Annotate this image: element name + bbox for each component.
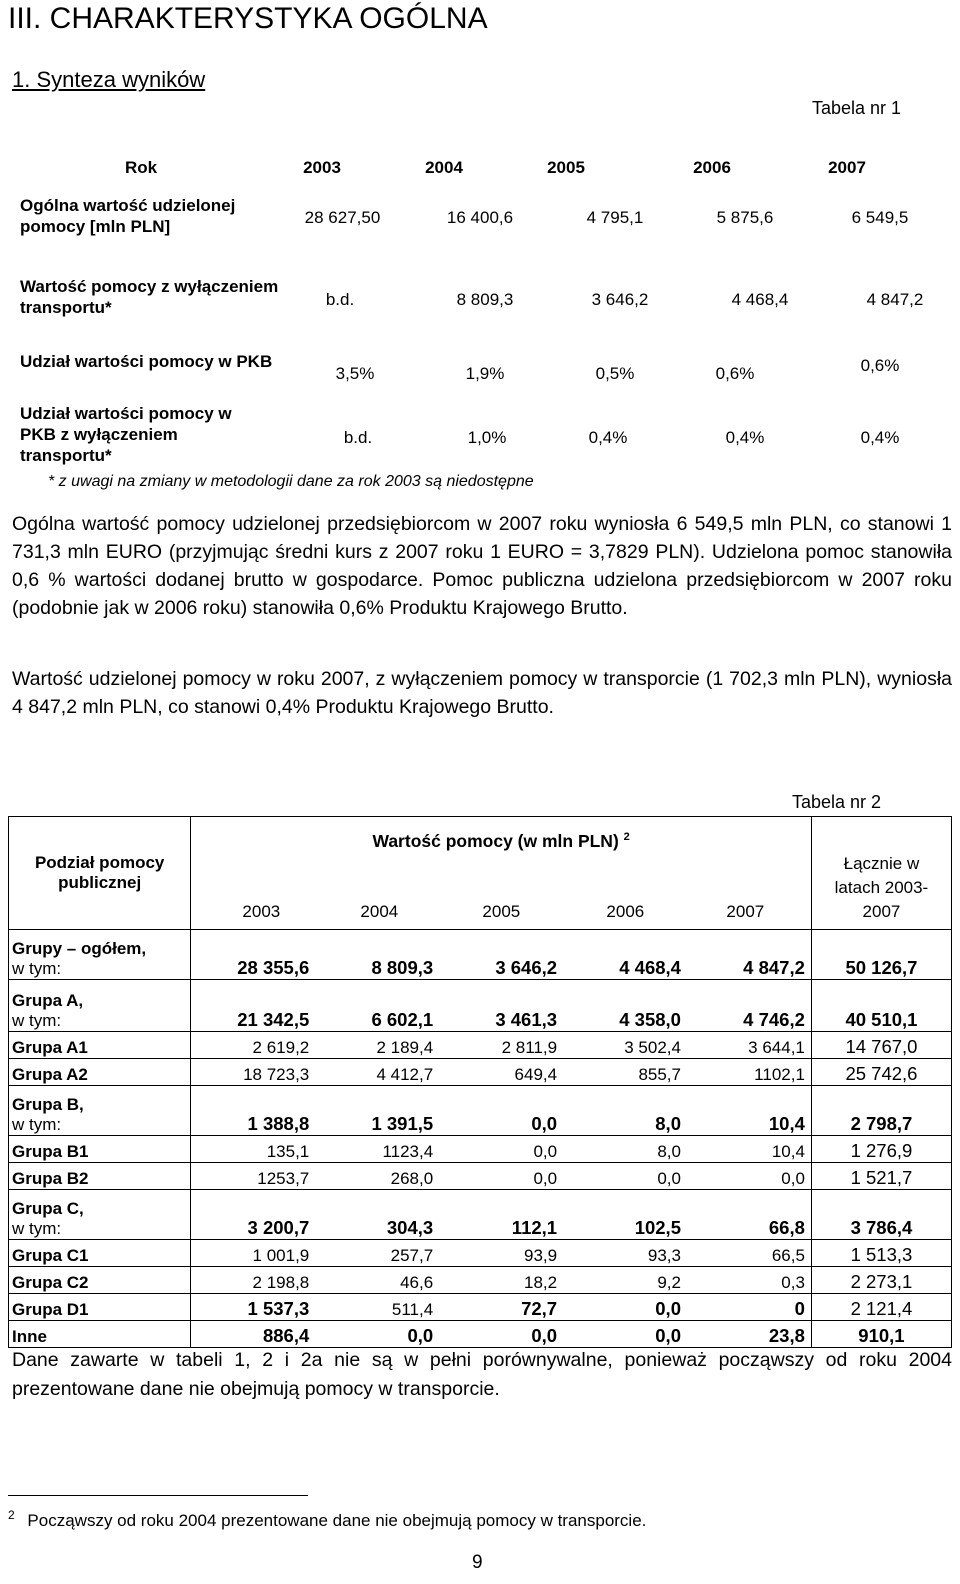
table1-cell: b.d.	[325, 290, 355, 309]
table2-cell: 1102,1	[687, 1059, 811, 1086]
table2-cell: 4 358,0	[563, 980, 687, 1032]
table1-header-year: 2003	[303, 158, 341, 177]
table2-cell: 0,0	[563, 1163, 687, 1190]
table2-row-label	[9, 1321, 191, 1348]
table2-cell: 1123,4	[315, 1136, 439, 1163]
table2-cell: 8,0	[563, 1136, 687, 1163]
table2-cell: 3 461,3	[439, 980, 563, 1032]
table1-cell: 6 549,5	[851, 208, 909, 227]
table2-cell: 1 001,9	[191, 1240, 315, 1267]
table2-total-cell: 1 276,9	[811, 1136, 951, 1163]
table2-year: 2006	[606, 902, 645, 921]
table2-total-cell: 14 767,0	[811, 1032, 951, 1059]
table1-caption: Tabela nr 1	[812, 98, 902, 118]
table2-cell: 0,0	[439, 1136, 563, 1163]
table2-row-label-line1: Grupa C1	[12, 1246, 89, 1265]
table2-row-label	[9, 1032, 191, 1059]
table-row	[9, 1190, 952, 1240]
table1-cell: 0,6%	[715, 364, 755, 383]
table1-cell: 1,0%	[467, 428, 507, 447]
table2-row-label-line2: w tym:	[12, 1115, 62, 1134]
table1-cell: 0,6%	[860, 356, 900, 375]
table2-row-label	[9, 1086, 191, 1136]
table2-row-label-line2: w tym:	[12, 959, 62, 978]
table1-cell: 4 468,4	[731, 290, 789, 309]
table2-cell: 46,6	[315, 1267, 439, 1294]
table2-cell: 10,4	[687, 1136, 811, 1163]
table2-col-label: Podział pomocy publicznej	[9, 817, 191, 930]
table2-cell: 6 602,1	[315, 980, 439, 1032]
table2-row-label-line1: Grupa A1	[12, 1038, 88, 1057]
table2-cell: 855,7	[563, 1059, 687, 1086]
table2-cell: 3 200,7	[191, 1190, 315, 1240]
table2-cell: 112,1	[439, 1190, 563, 1240]
table2-cell: 72,7	[439, 1294, 563, 1321]
table2-cell: 23,8	[687, 1321, 811, 1348]
table2-total-cell: 3 786,4	[811, 1190, 951, 1240]
footnote-mark: 2	[8, 1508, 15, 1522]
table2-total-cell: 2 121,4	[811, 1294, 951, 1321]
table2-cell: 93,9	[439, 1240, 563, 1267]
table2-cell: 886,4	[191, 1321, 315, 1348]
table2-row-label	[9, 1163, 191, 1190]
table2-year: 2005	[482, 902, 521, 921]
table2-cell: 66,8	[687, 1190, 811, 1240]
footnote-separator	[8, 1495, 308, 1496]
table2-row-label-line1: Grupa B1	[12, 1142, 89, 1161]
table2	[8, 816, 952, 1348]
table1-row-label: Udział wartości pomocy w PKB z wyłączeniem transportu*	[20, 404, 232, 465]
table2-row-label	[9, 1240, 191, 1267]
paragraph-2: Wartość udzielonej pomocy w roku 2007, z wyłączeniem pomocy w transporcie (1 702,3 mln PLN), wyniosła 4 847,2 mln PLN, co stanowi 0,4% Produktu Krajowego Brutto.	[12, 668, 952, 718]
table-row	[9, 1240, 952, 1267]
table1-cell: 3 646,2	[591, 290, 649, 309]
table1-header-rok: Rok	[125, 158, 158, 177]
table1-row-label: Udział wartości pomocy w PKB	[20, 352, 273, 371]
table2-cell: 1 537,3	[191, 1294, 315, 1321]
table1-cell: 4 795,1	[586, 208, 644, 227]
table2-cell: 0,0	[439, 1321, 563, 1348]
table2-row-label	[9, 930, 191, 980]
table2-cell: 2 619,2	[191, 1032, 315, 1059]
table1-header-year: 2005	[547, 158, 585, 177]
table-row	[9, 1321, 952, 1348]
table-row	[9, 1086, 952, 1136]
table2-cell: 10,4	[687, 1086, 811, 1136]
table2-group-header-sup: 2	[623, 831, 630, 844]
table2-cell: 0,0	[439, 1163, 563, 1190]
table2-cell: 4 412,7	[315, 1059, 439, 1086]
subsection-title: 1. Synteza wyników	[12, 67, 206, 92]
table2-cell: 18,2	[439, 1267, 563, 1294]
table2-row-label	[9, 980, 191, 1032]
table2-row-label-line1: Grupa B2	[12, 1169, 89, 1188]
table2-total-cell: 50 126,7	[811, 930, 951, 980]
table2-row-label-line1: Inne	[12, 1327, 47, 1346]
table-row	[9, 1032, 952, 1059]
table2-cell: 2 811,9	[439, 1032, 563, 1059]
table2-caption: Tabela nr 2	[792, 792, 882, 812]
table1	[12, 150, 952, 190]
table2-cell: 0,0	[563, 1294, 687, 1321]
table2-group-header-text: Wartość pomocy (w mln PLN)	[372, 831, 619, 851]
table2-row-label	[9, 1294, 191, 1321]
table1-cell: 8 809,3	[456, 290, 514, 309]
table1-row-label: Wartość pomocy z wyłączeniem transportu*	[20, 277, 279, 317]
table1-row-label: Ogólna wartość udzielonej pomocy [mln PLN]	[20, 196, 236, 236]
table2-cell: 0,0	[315, 1321, 439, 1348]
footnote	[8, 1508, 646, 1531]
table2-cell: 2 189,4	[315, 1032, 439, 1059]
table2-total-cell: 2 798,7	[811, 1086, 951, 1136]
table2-cell: 102,5	[563, 1190, 687, 1240]
table2-cell: 2 198,8	[191, 1267, 315, 1294]
table2-row-label	[9, 1136, 191, 1163]
table-row	[9, 1267, 952, 1294]
table2-year: 2003	[242, 902, 281, 921]
table2-total-cell: 1 521,7	[811, 1163, 951, 1190]
table2-row-label-line2: w tym:	[12, 1011, 62, 1030]
table1-cell: 4 847,2	[866, 290, 924, 309]
table-row	[9, 1136, 952, 1163]
table2-cell: 1 391,5	[315, 1086, 439, 1136]
table2-cell: 8 809,3	[315, 930, 439, 980]
table2-cell: 257,7	[315, 1240, 439, 1267]
table2-cell: 0,0	[563, 1321, 687, 1348]
table1-header-row	[12, 150, 952, 190]
table2-row-label-line1: Grupa B,	[12, 1095, 84, 1114]
table2-row-label-line1: Grupy – ogółem,	[12, 939, 147, 958]
table1-note: * z uwagi na zmiany w metodologii dane za rok 2003 są niedostępne	[48, 473, 534, 490]
table2-cell: 304,3	[315, 1190, 439, 1240]
table2-cell: 8,0	[563, 1086, 687, 1136]
footnote-text: Począwszy od roku 2004 prezentowane dane nie obejmują pomocy w transporcie.	[27, 1510, 647, 1530]
table1-cell: 5 875,6	[716, 208, 774, 227]
table2-row-label-line1: Grupa A2	[12, 1065, 88, 1084]
table-row	[9, 930, 952, 980]
table1-cell: 0,4%	[588, 428, 628, 447]
table-row	[9, 980, 952, 1032]
table-row	[9, 1059, 952, 1086]
table2-row-label	[9, 1190, 191, 1240]
page-number: 9	[472, 1552, 483, 1573]
table2-year: 2004	[360, 902, 399, 921]
table2-cell: 9,2	[563, 1267, 687, 1294]
table2-cell: 28 355,6	[191, 930, 315, 980]
table1-cell: 28 627,50	[304, 208, 381, 227]
table2-total-cell: 25 742,6	[811, 1059, 951, 1086]
table2-cell: 1253,7	[191, 1163, 315, 1190]
table2-cell: 135,1	[191, 1136, 315, 1163]
table2-header-row	[9, 817, 952, 930]
table2-cell: 93,3	[563, 1240, 687, 1267]
table2-cell: 3 644,1	[687, 1032, 811, 1059]
table1-cell: 1,9%	[465, 364, 505, 383]
table2-row-label	[9, 1267, 191, 1294]
table1-cell: 0,4%	[860, 428, 900, 447]
table1-cell: 0,4%	[725, 428, 765, 447]
table2-cell: 3 646,2	[439, 930, 563, 980]
table2-total-header: Łącznie w latach 2003-2007	[811, 817, 951, 930]
table2-row-label-line1: Grupa C2	[12, 1273, 89, 1292]
table2-cell: 649,4	[439, 1059, 563, 1086]
table2-cell: 1 388,8	[191, 1086, 315, 1136]
table1-cell: 16 400,6	[446, 208, 514, 227]
table2-year: 2007	[726, 902, 765, 921]
table2-row-label-line1: Grupa C,	[12, 1199, 84, 1218]
table2-cell: 0,0	[687, 1163, 811, 1190]
table2-note: Dane zawarte w tabeli 1, 2 i 2a nie są w pełni porównywalne, ponieważ począwszy od roku 2004 prezentowane dane nie obejmują pomocy w transporcie.	[12, 1349, 952, 1400]
table2-total-cell: 40 510,1	[811, 980, 951, 1032]
table2-row-label-line2: w tym:	[12, 1219, 62, 1238]
table2-cell: 66,5	[687, 1240, 811, 1267]
table1-cell: 0,5%	[595, 364, 635, 383]
table2-cell: 3 502,4	[563, 1032, 687, 1059]
table2-cell: 4 746,2	[687, 980, 811, 1032]
paragraph-1: Ogólna wartość pomocy udzielonej przedsiębiorcom w 2007 roku wyniosła 6 549,5 mln PLN, co stanowi 1 731,3 mln EURO (przyjmując średni kurs z 2007 roku 1 EURO = 3,7829 PLN). Udzielona pomoc stanowiła 0,6 % wartości dodanej brutto w gospodarce. Pomoc publiczna udzielona przedsiębiorcom w 2007 roku (podobnie jak w 2006 roku) stanowiła 0,6% Produktu Krajowego Brutto.	[12, 513, 952, 619]
table2-cell: 0,0	[439, 1086, 563, 1136]
table2-cell: 511,4	[315, 1294, 439, 1321]
table1-cell: b.d.	[343, 428, 373, 447]
table2-total-cell: 2 273,1	[811, 1267, 951, 1294]
table-row	[9, 1163, 952, 1190]
table2-row-label-line1: Grupa D1	[12, 1300, 89, 1319]
table2-cell: 4 468,4	[563, 930, 687, 980]
table2-total-cell: 910,1	[811, 1321, 951, 1348]
table2-total-cell: 1 513,3	[811, 1240, 951, 1267]
table2-row-label-line1: Grupa A,	[12, 991, 84, 1010]
table-row	[9, 1294, 952, 1321]
table2-cell: 18 723,3	[191, 1059, 315, 1086]
table2-cell: 21 342,5	[191, 980, 315, 1032]
table1-header-year: 2006	[693, 158, 731, 177]
section-title: III. CHARAKTERYSTYKA OGÓLNA	[8, 2, 488, 35]
table2-cell: 4 847,2	[687, 930, 811, 980]
table1-header-year: 2004	[425, 158, 463, 177]
table2-group-header	[191, 831, 811, 852]
table1-cell: 3,5%	[335, 364, 375, 383]
table2-group-header-cell	[191, 817, 812, 930]
table2-cell: 0,3	[687, 1267, 811, 1294]
table2-cell: 268,0	[315, 1163, 439, 1190]
table2-row-label	[9, 1059, 191, 1086]
table2-cell: 0	[687, 1294, 811, 1321]
table1-header-year: 2007	[828, 158, 866, 177]
